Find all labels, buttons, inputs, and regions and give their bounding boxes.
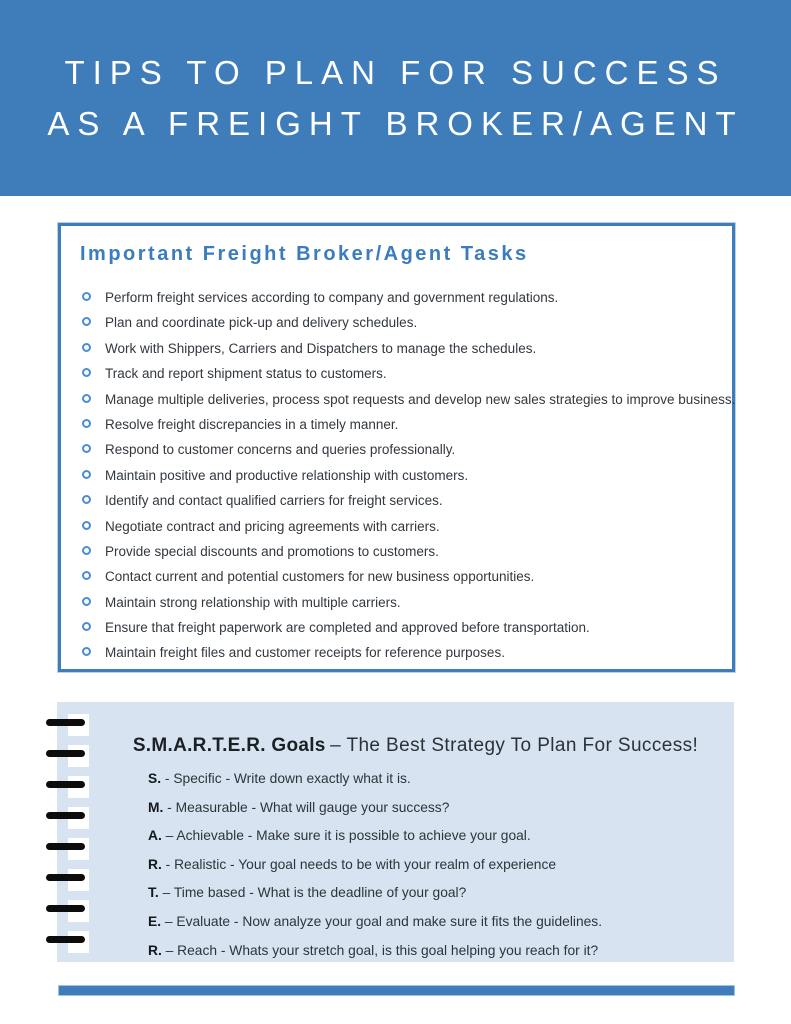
spiral-binding-ring xyxy=(46,719,90,726)
task-item xyxy=(80,468,716,493)
spiral-binding-ring xyxy=(46,874,90,881)
goal-text: – Achievable - Make sure it is possible to achieve your goal. xyxy=(165,828,531,844)
binding-bar xyxy=(46,812,85,819)
task-item xyxy=(80,645,716,670)
goal-item xyxy=(148,914,734,943)
checkbox-circle-icon xyxy=(82,470,91,479)
page-title-line1: TIPS TO PLAN FOR SUCCESS xyxy=(64,54,727,91)
checkbox-circle-icon xyxy=(82,317,91,326)
goal-text: - Measurable - What will gauge your success? xyxy=(167,799,450,815)
task-text: Provide special discounts and promotions to customers. xyxy=(105,543,439,559)
spiral-binding-ring xyxy=(46,936,90,943)
task-text: Perform freight services according to company and government regulations. xyxy=(105,290,559,305)
page-title-line2: AS A FREIGHT BROKER/AGENT xyxy=(47,105,744,142)
spiral-binding-ring xyxy=(46,750,90,757)
task-text: Contact current and potential customers for new business opportunities. xyxy=(105,569,535,585)
task-text: Plan and coordinate pick-up and delivery schedules. xyxy=(105,315,418,331)
task-item xyxy=(80,290,716,315)
task-text: Track and report shipment status to customers. xyxy=(105,366,387,382)
checkbox-circle-icon xyxy=(82,495,91,504)
task-text: Resolve freight discrepancies in a timely manner. xyxy=(105,416,399,432)
task-item xyxy=(80,620,716,645)
tasks-section xyxy=(58,223,735,672)
binding-bar xyxy=(46,874,85,881)
task-text: Respond to customer concerns and queries professionally. xyxy=(105,442,456,458)
goal-letter: T. xyxy=(148,885,159,901)
checkbox-circle-icon xyxy=(82,368,91,377)
page-title xyxy=(47,47,743,149)
goal-letter: R. xyxy=(148,856,162,872)
task-item xyxy=(80,341,716,366)
checkbox-circle-icon xyxy=(82,571,91,580)
task-text: Ensure that freight paperwork are completed and approved before transportation. xyxy=(105,620,590,636)
goals-section xyxy=(57,702,734,962)
spiral-binding-ring xyxy=(46,812,90,819)
goal-text: – Reach - Whats your stretch goal, is this goal helping you reach for it? xyxy=(165,942,599,958)
goal-item xyxy=(148,828,734,857)
binding-bar xyxy=(46,843,85,850)
task-item xyxy=(80,544,716,569)
checkbox-circle-icon xyxy=(82,546,91,555)
spiral-binding-ring xyxy=(46,843,90,850)
goal-item xyxy=(148,771,734,800)
goal-letter: A. xyxy=(148,828,162,844)
task-item xyxy=(80,391,736,417)
goals-heading-subtitle: – The Best Strategy To Plan For Success! xyxy=(330,735,699,756)
checkbox-circle-icon xyxy=(82,647,91,656)
goal-text: - Specific - Write down exactly what it is. xyxy=(164,771,411,786)
binding-bar xyxy=(46,936,85,943)
checkbox-circle-icon xyxy=(82,444,91,453)
goals-list xyxy=(148,771,734,971)
goal-item xyxy=(148,857,734,886)
task-item xyxy=(80,417,716,442)
goal-item xyxy=(148,885,734,914)
task-item xyxy=(80,442,716,467)
task-item xyxy=(80,366,716,391)
task-text: Negotiate contract and pricing agreements with carriers. xyxy=(105,518,440,534)
tasks-list xyxy=(80,290,736,671)
spiral-binding-ring xyxy=(46,781,90,788)
binding-bar xyxy=(46,905,85,912)
tasks-heading: Important Freight Broker/Agent Tasks xyxy=(80,243,529,265)
task-text: Maintain positive and productive relationship with customers. xyxy=(105,467,469,483)
checkbox-circle-icon xyxy=(82,394,91,403)
checkbox-circle-icon xyxy=(82,419,91,428)
task-item xyxy=(80,569,716,594)
task-item xyxy=(80,595,716,620)
task-text: Work with Shippers, Carriers and Dispatchers to manage the schedules. xyxy=(105,340,537,356)
goal-letter: E. xyxy=(148,913,162,929)
checkbox-circle-icon xyxy=(82,343,91,352)
checkbox-circle-icon xyxy=(82,292,91,301)
task-text: Identify and contact qualified carriers for freight services. xyxy=(105,493,443,509)
goal-item xyxy=(148,943,734,972)
footer-bar xyxy=(58,985,735,996)
checkbox-circle-icon xyxy=(82,622,91,631)
header-banner xyxy=(0,0,791,196)
spiral-binding-ring xyxy=(46,905,90,912)
task-text: Maintain strong relationship with multiple carriers. xyxy=(105,594,401,610)
goal-letter: S. xyxy=(148,771,162,786)
goals-heading-acronym: S.M.A.R.T.E.R. Goals xyxy=(132,735,326,756)
goal-letter: M. xyxy=(148,799,164,815)
goal-letter: R. xyxy=(148,942,162,958)
task-item xyxy=(80,315,716,340)
checkbox-circle-icon xyxy=(82,597,91,606)
goal-item xyxy=(148,800,734,829)
task-item xyxy=(80,493,716,518)
goal-text: - Realistic - Your goal needs to be with your realm of experience xyxy=(165,856,557,872)
task-text: Manage multiple deliveries, process spot requests and develop new sales strategies to improve business. xyxy=(105,391,736,407)
task-text: Maintain freight files and customer receipts for reference purposes. xyxy=(105,645,505,661)
checkbox-circle-icon xyxy=(82,521,91,530)
goal-text: – Evaluate - Now analyze your goal and make sure it fits the guidelines. xyxy=(164,913,603,929)
binding-bar xyxy=(46,719,85,726)
task-item xyxy=(80,519,716,544)
goals-heading xyxy=(115,735,716,757)
binding-bar xyxy=(46,781,85,788)
goal-text: – Time based - What is the deadline of your goal? xyxy=(162,885,467,901)
binding-bar xyxy=(46,750,85,757)
